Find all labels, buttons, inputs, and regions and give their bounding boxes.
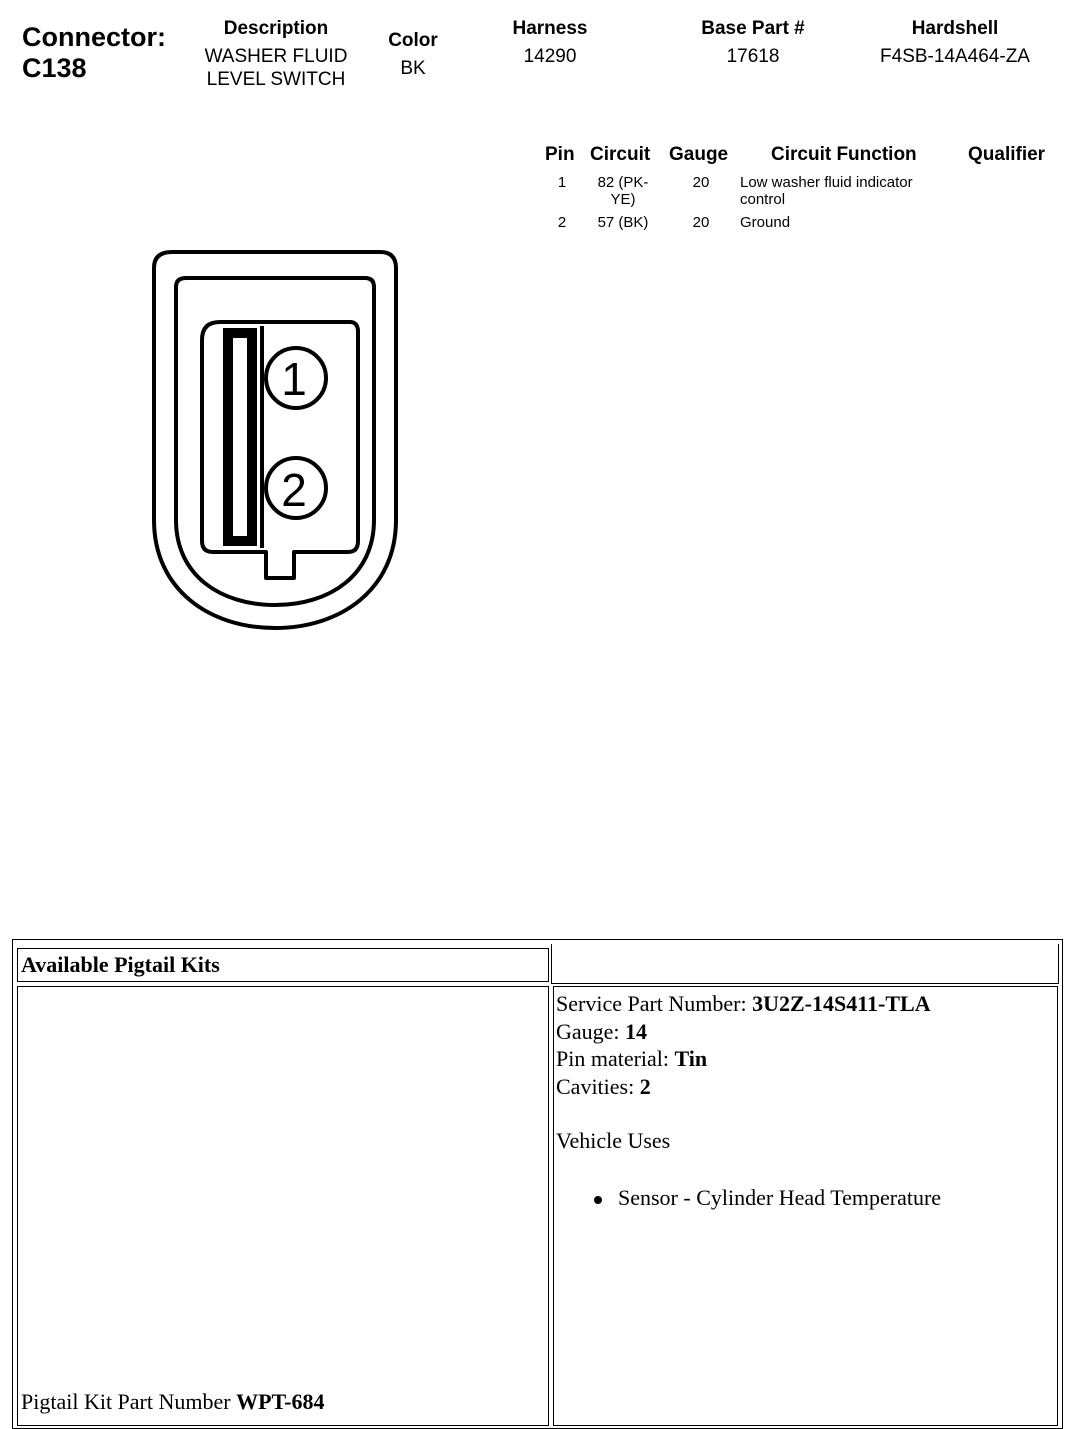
description-header: Description xyxy=(223,18,329,39)
hardshell-header: Hardshell xyxy=(911,18,999,39)
circuit-header: Circuit xyxy=(590,144,651,165)
service-part-line xyxy=(556,990,1057,1018)
circuit-function-header: Circuit Function xyxy=(771,144,917,165)
base-part-value: 17618 xyxy=(726,46,780,67)
pin-material-label: Pin material: xyxy=(556,1046,670,1071)
row-1-function-line-1: Low washer fluid indicator xyxy=(740,174,913,191)
description-column xyxy=(186,18,366,91)
pigtail-kit-details-cell xyxy=(553,986,1058,1426)
pin-1-label: 1 xyxy=(281,353,307,405)
color-column xyxy=(368,30,458,80)
cavities-label: Cavities: xyxy=(556,1073,635,1099)
row-1-pin: 1 xyxy=(557,174,567,191)
harness-column xyxy=(480,18,620,68)
gauge-value: 14 xyxy=(625,1018,648,1044)
connector-label: Connector: xyxy=(22,22,166,52)
gauge-label: Gauge: xyxy=(556,1018,620,1044)
description-line-2: LEVEL SWITCH xyxy=(206,69,346,90)
pin-2-label: 2 xyxy=(281,464,307,516)
pigtail-kit-details xyxy=(554,987,1057,1211)
qualifier-header: Qualifier xyxy=(968,144,1046,165)
row-2-function-line-1: Ground xyxy=(740,214,791,231)
pin-header: Pin xyxy=(545,144,575,165)
hardshell-column xyxy=(860,18,1050,68)
row-1-gauge: 20 xyxy=(692,174,710,191)
row-2-pin: 2 xyxy=(557,214,567,231)
row-1-function-line-2: control xyxy=(740,191,786,208)
service-part-value: 3U2Z-14S411-TLA xyxy=(752,991,931,1016)
pigtail-kit-image-cell xyxy=(17,986,549,1426)
connector-title xyxy=(22,22,166,84)
row-2-circuit xyxy=(588,214,658,231)
row-1-circuit xyxy=(588,174,658,208)
pigtail-kit-part-number xyxy=(21,1388,325,1416)
base-part-column xyxy=(668,18,838,68)
row-1-circuit-line-1: 82 (PK- xyxy=(597,174,649,191)
pigtail-heading-spacer xyxy=(551,944,1059,984)
hardshell-value: F4SB-14A464-ZA xyxy=(880,46,1030,67)
row-2-gauge: 20 xyxy=(692,214,710,231)
harness-value: 14290 xyxy=(523,46,577,67)
harness-header: Harness xyxy=(512,18,588,39)
gauge-header: Gauge xyxy=(669,144,729,165)
row-2-circuit-line-1: 57 (BK) xyxy=(597,214,649,231)
row-2-function xyxy=(740,214,950,231)
row-1-function xyxy=(740,174,950,208)
locking-tab-inner xyxy=(233,338,247,536)
kit-part-value: WPT-684 xyxy=(236,1388,325,1414)
vehicle-uses-label: Vehicle Uses xyxy=(556,1128,671,1153)
color-header: Color xyxy=(388,30,438,51)
cavities-value: 2 xyxy=(639,1073,651,1099)
connector-id: C138 xyxy=(22,53,87,83)
row-1-circuit-line-2: YE) xyxy=(610,191,636,208)
vehicle-uses-list xyxy=(556,1184,1057,1212)
base-part-header: Base Part # xyxy=(701,18,805,39)
kit-part-label: Pigtail Kit Part Number xyxy=(21,1388,231,1414)
connector-face-diagram xyxy=(140,240,415,640)
service-part-label: Service Part Number: xyxy=(556,991,747,1016)
description-line-1: WASHER FLUID xyxy=(204,46,348,67)
pigtail-kits-heading: Available Pigtail Kits xyxy=(17,948,549,982)
cavities-line xyxy=(556,1073,1057,1101)
pin-material-value: Tin xyxy=(674,1046,708,1071)
vehicle-use-item: Sensor - Cylinder Head Temperature xyxy=(556,1184,1057,1212)
gauge-line xyxy=(556,1018,1057,1046)
color-value: BK xyxy=(400,58,426,79)
pin-material-line xyxy=(556,1045,1057,1073)
